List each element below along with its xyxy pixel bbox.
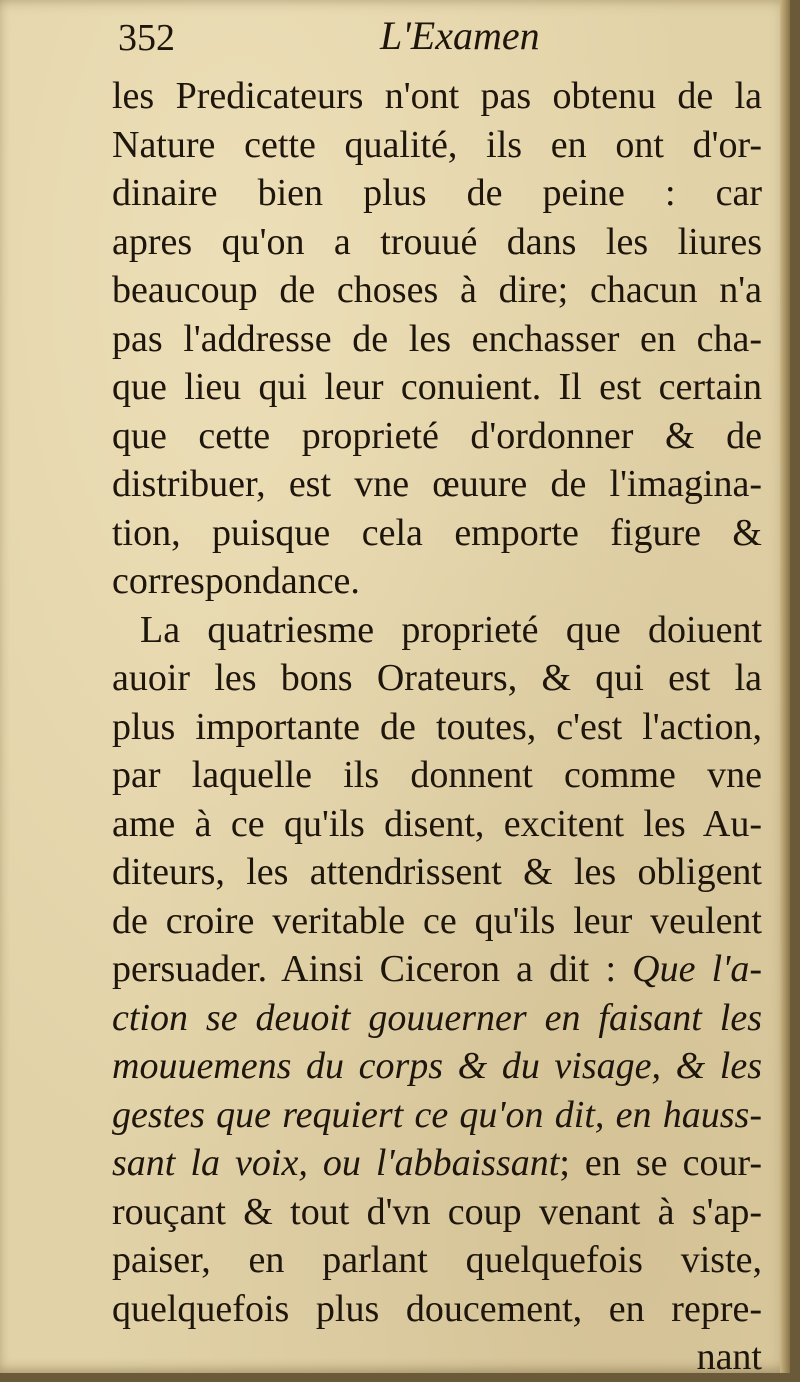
text-line [112,363,762,412]
text-line [112,606,762,655]
text-run: persuader. Ainsi Ciceron a dit : [112,948,633,990]
body-text [112,72,762,1382]
text-run: plus importante de toutes, c'est l'action, [112,705,762,748]
text-line [112,315,762,364]
text-run: distribuer, est vne œuure de l'imagina- [112,463,762,505]
text-line [112,1139,762,1188]
text-line [112,412,762,461]
text-line [112,703,762,752]
italic-text: sant la voix, ou l'abbaissant [112,1142,560,1184]
text-run: La quatriesme proprieté que doiuent [140,608,762,651]
italic-text: gestes que requiert ce qu'on dit, en hauss- [112,1093,762,1136]
italic-text: mouuemens du corps & du visage, & les [112,1045,762,1087]
text-line [112,557,762,606]
text-line [112,897,762,946]
text-run: que cette proprieté d'ordonner & de [112,414,762,457]
text-line [112,1236,762,1285]
page-header [0,6,790,66]
text-run: quelquefois plus doucement, en repre- [112,1287,762,1330]
text-line [112,1188,762,1237]
text-line [112,654,762,703]
text-line [112,800,762,849]
text-line [112,1042,762,1091]
text-line [112,121,762,170]
text-line [112,1333,762,1382]
text-line [112,751,762,800]
text-line [112,460,762,509]
text-run: beaucoup de choses à dire; chacun n'a [112,269,762,311]
running-head: L'Examen [380,13,540,58]
text-line [112,72,762,121]
text-line [112,848,762,897]
page-edge [780,0,790,1373]
text-run: rouçant & tout d'vn coup venant à s'ap- [112,1190,762,1233]
text-line [112,169,762,218]
text-run: ame à ce qu'ils disent, excitent les Au- [112,802,762,845]
text-run: dinaire bien plus de peine : car [112,172,762,214]
italic-text: Que l'a- [632,948,762,990]
text-run: les Predicateurs n'ont pas obtenu de la [112,75,762,117]
text-run: auoir les bons Orateurs, & qui est la [112,657,762,699]
text-run: que lieu qui leur conuient. Il est certain [112,366,762,408]
italic-text: ction se deuoit gouuerner en faisant les [112,996,762,1039]
text-run: pas l'addresse de les enchasser en cha- [112,317,762,360]
text-line [112,1285,762,1334]
text-run: Nature cette qualité, ils en ont d'or- [112,123,762,166]
text-run: tion, puisque cela emporte figure & [112,511,762,554]
text-line [112,509,762,558]
text-line [112,945,762,994]
text-run: correspondance. [112,560,360,602]
text-run: diteurs, les attendrissent & les obligent [112,851,762,893]
text-run: par laquelle ils donnent comme vne [112,754,762,796]
text-line [112,1091,762,1140]
text-run: apres qu'on a trouué dans les liures [112,220,762,263]
text-line [112,994,762,1043]
text-line [112,218,762,267]
text-line [112,266,762,315]
text-run: de croire veritable ce qu'ils leur veulent [112,899,762,942]
text-run: nant [696,1336,762,1378]
text-run: ; en se cour- [559,1142,762,1184]
text-run: paiser, en parlant quelquefois viste, [112,1239,762,1281]
page-number: 352 [118,17,175,59]
